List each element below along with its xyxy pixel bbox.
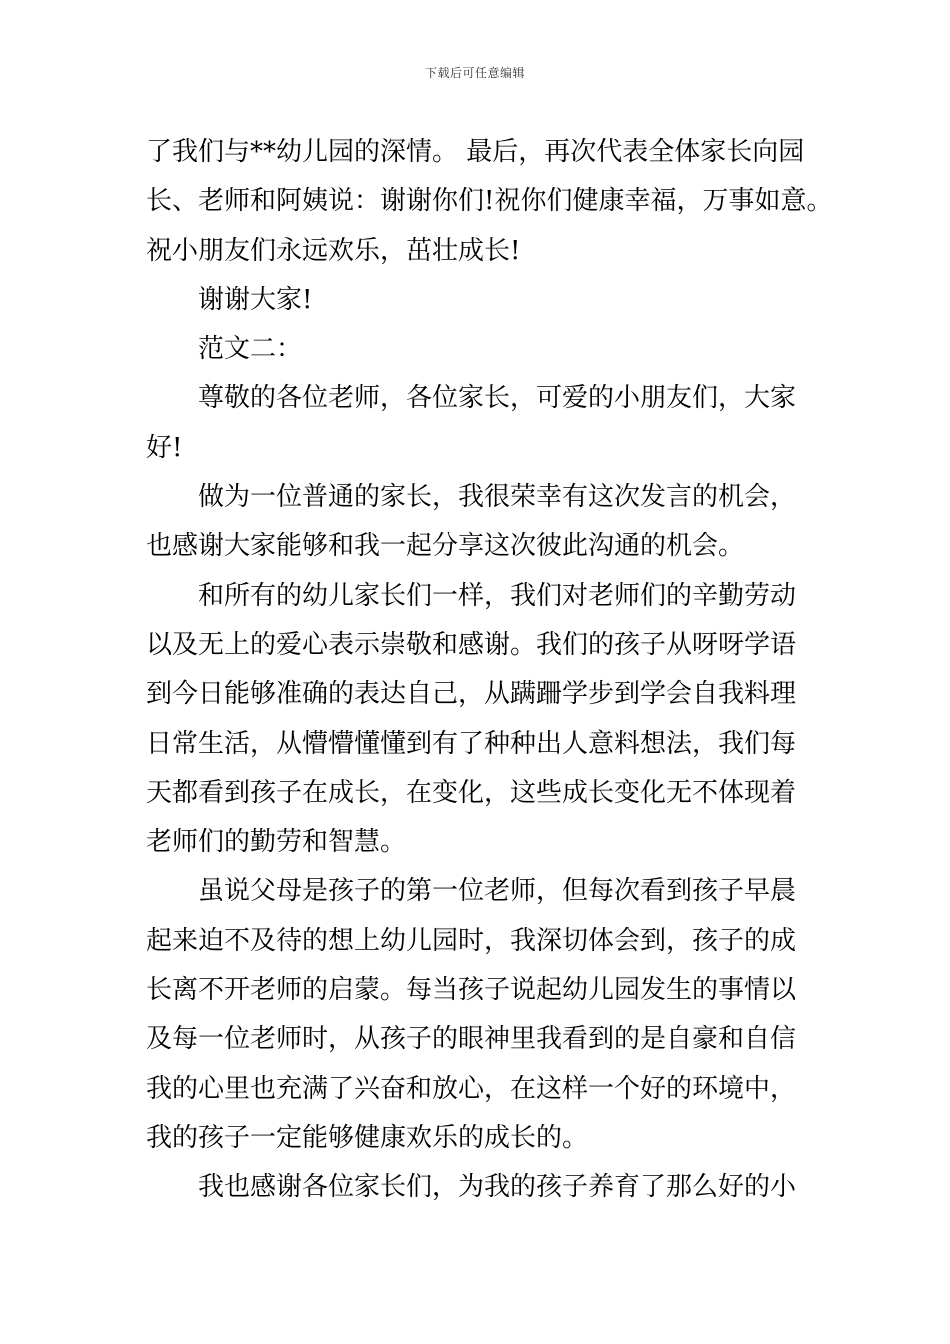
text-line: 天都看到孩子在成长，在变化，这些成长变化无不体现着	[146, 777, 797, 808]
text-line: 以及无上的爱心表示崇敬和感谢。我们的孩子从呀呀学语	[146, 629, 797, 660]
text-line: 及每一位老师时，从孩子的眼神里我看到的是自豪和自信	[146, 1024, 797, 1055]
text-line: 我的心里也充满了兴奋和放心，在这样一个好的环境中，	[146, 1073, 797, 1104]
text-line: 做为一位普通的家长，我很荣幸有这次发言的机会，	[198, 482, 797, 513]
text-line: 我也感谢各位家长们，为我的孩子养育了那么好的小	[198, 1172, 797, 1203]
text-line: 范文二：	[198, 334, 303, 365]
page-header: 下载后可任意编辑	[424, 66, 525, 80]
text-line: 虽说父母是孩子的第一位老师，但每次看到孩子早晨	[198, 876, 797, 907]
text-line: 和所有的幼儿家长们一样，我们对老师们的辛勤劳动	[198, 580, 797, 611]
text-line: 到今日能够准确的表达自己，从蹒跚学步到学会自我料理	[146, 679, 797, 710]
text-line: 长离不开老师的启蒙。每当孩子说起幼儿园发生的事情以	[146, 975, 797, 1006]
text-line: 长、老师和阿姨说：谢谢你们!祝你们健康幸福，万事如意。	[146, 186, 833, 217]
text-line: 尊敬的各位老师，各位家长，可爱的小朋友们，大家	[198, 383, 797, 414]
text-line: 了我们与**幼儿园的深情。 最后，再次代表全体家长向园	[146, 137, 805, 167]
text-line: 祝小朋友们永远欢乐，茁壮成长!	[146, 235, 521, 266]
text-line: 谢谢大家!	[198, 284, 313, 315]
document-body	[146, 128, 833, 1213]
text-line: 日常生活，从懵懵懂懂到有了种种出人意料想法，我们每	[146, 728, 797, 759]
text-line: 我的孩子一定能够健康欢乐的成长的。	[146, 1122, 589, 1153]
text-line: 好!	[146, 432, 183, 463]
text-line: 也感谢大家能够和我一起分享这次彼此沟通的机会。	[146, 531, 745, 562]
text-line: 老师们的勤劳和智慧。	[146, 827, 407, 858]
text-line: 起来迫不及待的想上幼儿园时，我深切体会到，孩子的成	[146, 925, 797, 956]
